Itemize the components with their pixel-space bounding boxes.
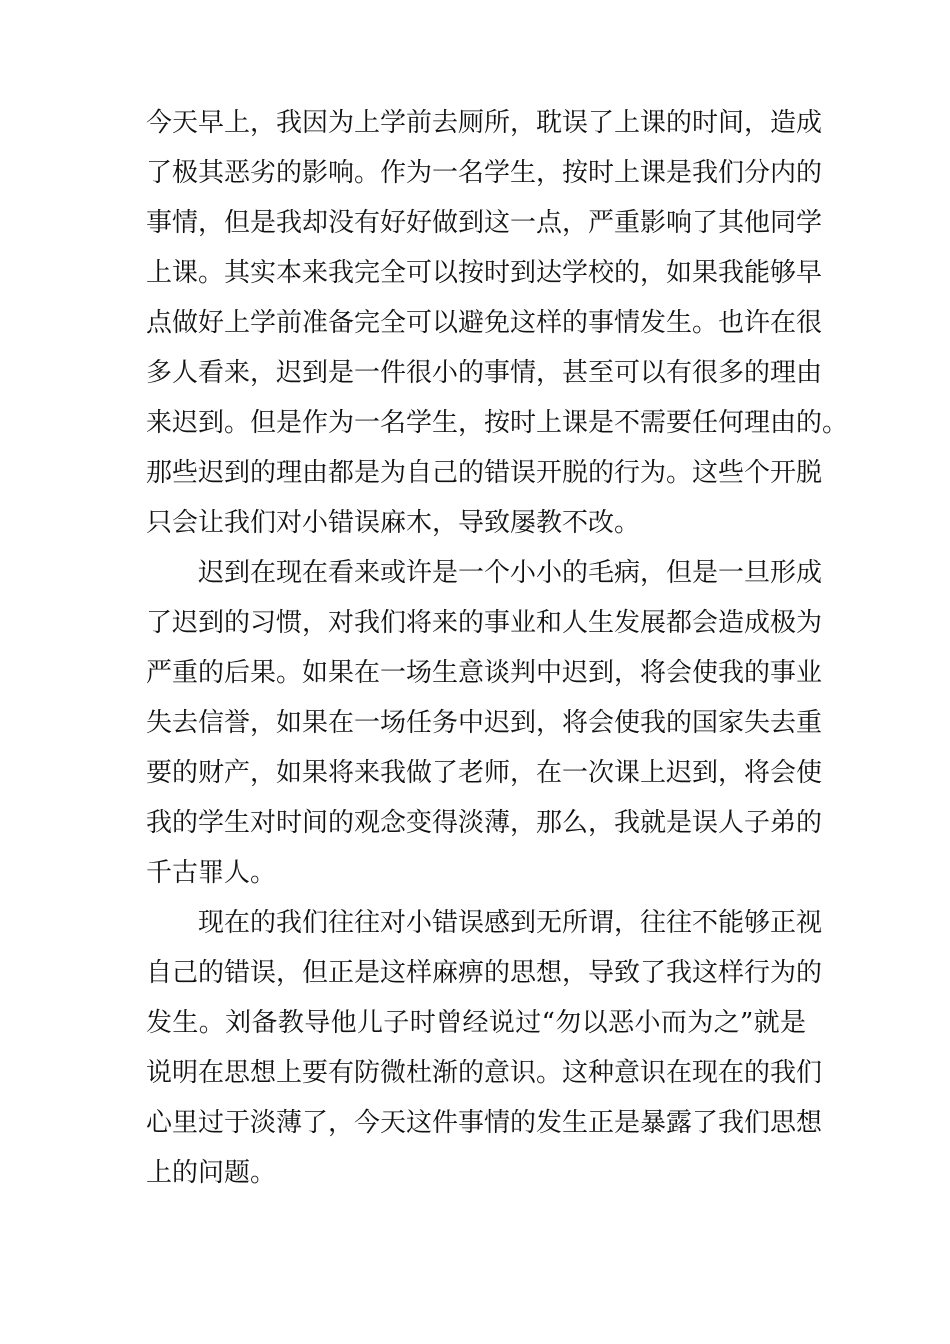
text-line: 了极其恶劣的影响。作为一名学生，按时上课是我们分内的 [146, 158, 823, 188]
paragraph-2 [146, 548, 823, 898]
text-line: 上课。其实本来我完全可以按时到达学校的，如果我能够早 [146, 258, 823, 288]
text-line: 心里过于淡薄了，今天这件事情的发生正是暴露了我们思想 [146, 1108, 823, 1138]
text-line: 那些迟到的理由都是为自己的错误开脱的行为。这些个开脱 [146, 458, 823, 488]
text-line: 点做好上学前准备完全可以避免这样的事情发生。也许在很 [146, 308, 823, 338]
text-line: 今天早上，我因为上学前去厕所，耽误了上课的时间，造成 [146, 108, 823, 138]
paragraph-3 [146, 898, 823, 1198]
document-body [146, 98, 849, 1198]
text-line: 只会让我们对小错误麻木，导致屡教不改。 [146, 508, 641, 538]
text-line: 严重的后果。如果在一场生意谈判中迟到，将会使我的事业 [146, 658, 823, 688]
text-line: 了迟到的习惯，对我们将来的事业和人生发展都会造成极为 [146, 608, 823, 638]
text-line: 自己的错误，但正是这样麻痹的思想，导致了我这样行为的 [146, 958, 823, 988]
text-line: 要的财产，如果将来我做了老师，在一次课上迟到，将会使 [146, 758, 823, 788]
text-line: 千古罪人。 [146, 858, 277, 888]
text-line: 上的问题。 [146, 1158, 277, 1188]
text-line: 多人看来，迟到是一件很小的事情，甚至可以有很多的理由 [146, 358, 823, 388]
text-line: 来迟到。但是作为一名学生，按时上课是不需要任何理由的。 [146, 408, 849, 438]
text-line: 现在的我们往往对小错误感到无所谓，往往不能够正视 [198, 908, 823, 938]
text-line: 事情，但是我却没有好好做到这一点，严重影响了其他同学 [146, 208, 823, 238]
text-line: 失去信誉，如果在一场任务中迟到，将会使我的国家失去重 [146, 708, 823, 738]
text-line: 发生。刘备教导他儿子时曾经说过“勿以恶小而为之”就是 [146, 1008, 806, 1038]
text-line: 我的学生对时间的观念变得淡薄，那么，我就是误人子弟的 [146, 808, 823, 838]
text-line: 说明在思想上要有防微杜渐的意识。这种意识在现在的我们 [146, 1058, 823, 1088]
paragraph-1 [146, 98, 849, 548]
text-line: 迟到在现在看来或许是一个小小的毛病，但是一旦形成 [198, 558, 823, 588]
